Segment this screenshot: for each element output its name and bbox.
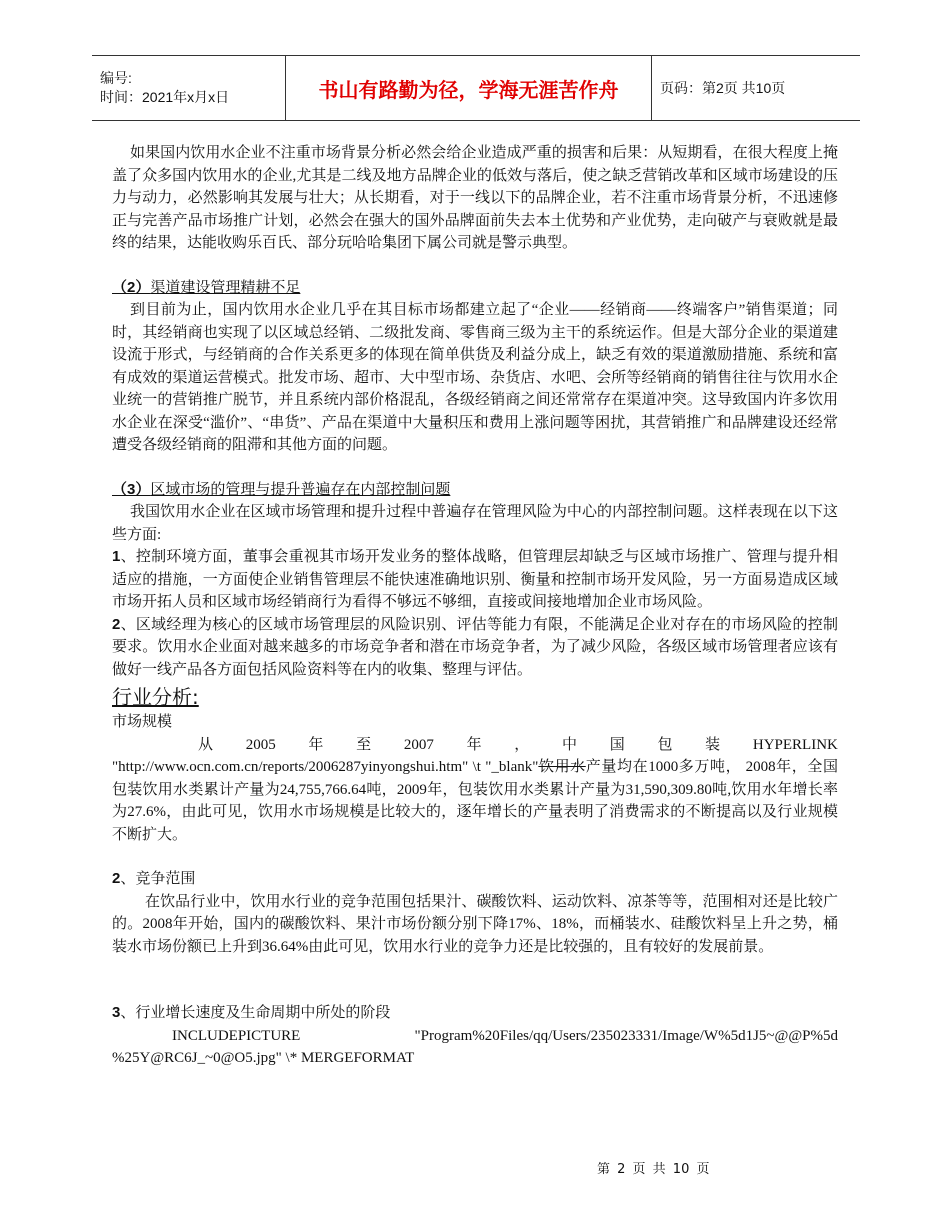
list-item-1-text: 、控制环境方面，董事会重视其市场开发业务的整体战略，但管理层却缺乏与区域市场推广、管理与提升相适应的措施，一方面使企业销售管理层不能快速准确地识别、衡量和控制市场开发风险，另一方面易造成区域市场开拓人员和区域市场经销商行为看得不够远不够细，直接或间接地增加企业市场风险。 bbox=[112, 549, 838, 610]
time-label: 时间：2021年x月x日 bbox=[100, 89, 230, 105]
page-header bbox=[92, 55, 860, 121]
growth-heading bbox=[112, 1002, 838, 1025]
word: 2007 bbox=[403, 736, 434, 753]
paragraph-competition: 在饮品行业中，饮用水行业的竞争范围包括果汁、碳酸饮料、运动饮料、凉茶等等，范围相对还是比较广的。2008年开始，国内的碳酸饮料、果汁市场份额分别下降17%、18%，而桶装水、硅酸饮料呈上升之势，桶装水市场份额已上升到36.64%由此可见，饮用水行业的竞争力还是比较强的，且有较好的发展前景。 bbox=[112, 893, 838, 955]
hyperlink-field-code: "http://www.ocn.com.cn/reports/2006287yinyongshui.htm" \t "_blank" bbox=[112, 759, 539, 775]
word: HYPERLINK bbox=[752, 736, 838, 753]
word: 包 bbox=[657, 736, 673, 753]
includepicture-line-2: %25Y@RC6J_~0@O5.jpg" \* MERGEFORMAT bbox=[112, 1050, 415, 1066]
word: 中 bbox=[562, 736, 578, 753]
field-keyword: INCLUDEPICTURE bbox=[172, 1027, 301, 1044]
word: 年 bbox=[308, 736, 324, 753]
market-size-heading: 市场规模 bbox=[112, 714, 173, 730]
number-label: 编号: bbox=[100, 70, 132, 86]
section-3-heading bbox=[112, 479, 838, 502]
section-3-title: 区域市场的管理与提升普遍存在内部控制问题 bbox=[150, 481, 451, 498]
word: 装 bbox=[705, 736, 721, 753]
word: 年 bbox=[466, 736, 482, 753]
word: 从 bbox=[198, 736, 214, 753]
competition-title: 、竞争范围 bbox=[120, 871, 196, 887]
paragraph-channel: 到目前为止，国内饮用水企业几乎在其目标市场都建立起了“企业——经销商——终端客户”销售渠道；同时，其经销商也实现了以区域总经销、二级批发商、零售商三级为主干的系统运作。但是大部分企业的渠道建设流于形式，与经销商的合作关系更多的体现在简单供货及利益分成上，缺乏有效的渠道激励措施、系统和富有成效的渠道运营模式。批发市场、超市、大中型市场、杂货店、水吧、会所等经销商的销售往往与饮用水企业统一的营销推广脱节，并且系统内部价格混乱，各级经销商之间还常常存在渠道冲突。这导致国内许多饮用水企业在深受“滥价”、“串货”、产品在渠道中大量积压和费用上涨问题等困扰，其营销推广和品牌建设还经常遭受各级经销商的阻滞和其他方面的问题。 bbox=[112, 302, 838, 453]
document-body bbox=[112, 142, 838, 1070]
list-item-1 bbox=[112, 546, 838, 614]
section-2-heading bbox=[112, 277, 838, 300]
section-2-number: （2） bbox=[112, 278, 151, 296]
page-footer: 第 2 页 共 10 页 bbox=[597, 1162, 710, 1177]
header-motto: 书山有路勤为径，学海无涯苦作舟 bbox=[286, 56, 652, 120]
word: ， bbox=[514, 736, 530, 753]
industry-analysis-heading: 行业分析: bbox=[112, 685, 199, 709]
market-size-first-line bbox=[112, 734, 838, 757]
growth-number: 3 bbox=[112, 1004, 121, 1021]
list-item-2-text: 、区域经理为核心的区域市场管理层的风险识别、评估等能力有限，不能满足企业对存在的市场风险的控制要求。饮用水企业面对越来越多的市场竞争者和潜在市场竞争者，为了减少风险，各级区域市场管理者应该有做好一线产品各方面包括风险资料等在内的收集、整理与评估。 bbox=[112, 616, 838, 678]
paragraph-market-size bbox=[112, 756, 838, 846]
section-2-title: 渠道建设管理精耕不足 bbox=[150, 279, 301, 296]
includepicture-line-1 bbox=[112, 1025, 838, 1048]
competition-heading bbox=[112, 868, 838, 891]
word: 2005 bbox=[245, 736, 276, 753]
section-3-number: （3） bbox=[112, 480, 151, 498]
paragraph-internal-control: 我国饮用水企业在区域市场管理和提升过程中普遍存在管理风险为中心的内部控制问题。这样表现在以下这些方面: bbox=[112, 504, 838, 543]
header-meta bbox=[92, 56, 286, 120]
word: 至 bbox=[356, 736, 372, 753]
struck-text: 饮用水 bbox=[538, 759, 586, 775]
field-path-part-1: "Program%20Files/qq/Users/235023331/Image/W%5d1J5~@@P%5d bbox=[414, 1027, 838, 1044]
list-item-2 bbox=[112, 614, 838, 682]
paragraph-market-background: 如果国内饮用水企业不注重市场背景分析必然会给企业造成严重的损害和后果：从短期看，在很大程度上掩盖了众多国内饮用水的企业,尤其是二线及地方品牌企业的低效与落后，使之缺乏营销改革和区域市场建设的压力与动力，必然影响其发展与壮大；从长期看，对于一线以下的品牌企业，若不注重市场背景分析，不迅速修正与完善产品市场推广计划，必然会在强大的国外品牌面前失去本土优势和产业优势，走向破产与衰败就是最终的结果，达能收购乐百氏、部分玩哈哈集团下属公司就是警示典型。 bbox=[112, 145, 838, 251]
header-page-info: 页码：第2页 共10页 bbox=[660, 80, 786, 96]
competition-number: 2 bbox=[112, 870, 121, 887]
growth-title: 、行业增长速度及生命周期中所处的阶段 bbox=[120, 1005, 391, 1021]
list-item-1-number: 1 bbox=[112, 548, 121, 565]
word: 国 bbox=[609, 736, 625, 753]
list-item-2-number: 2 bbox=[112, 615, 121, 633]
market-size-text: 产量均在1000多万吨， 2008年，全国包装饮用水类累计产量为24,755,766.64吨，2009年，包装饮用水类累计产量为31,590,309.80吨,饮用水年增长率为27.6%，由此可见，饮用水市场规模是比较大的，逐年增长的产量表明了消费需求的不断提高以及行业规模不断扩大。 bbox=[112, 759, 838, 843]
